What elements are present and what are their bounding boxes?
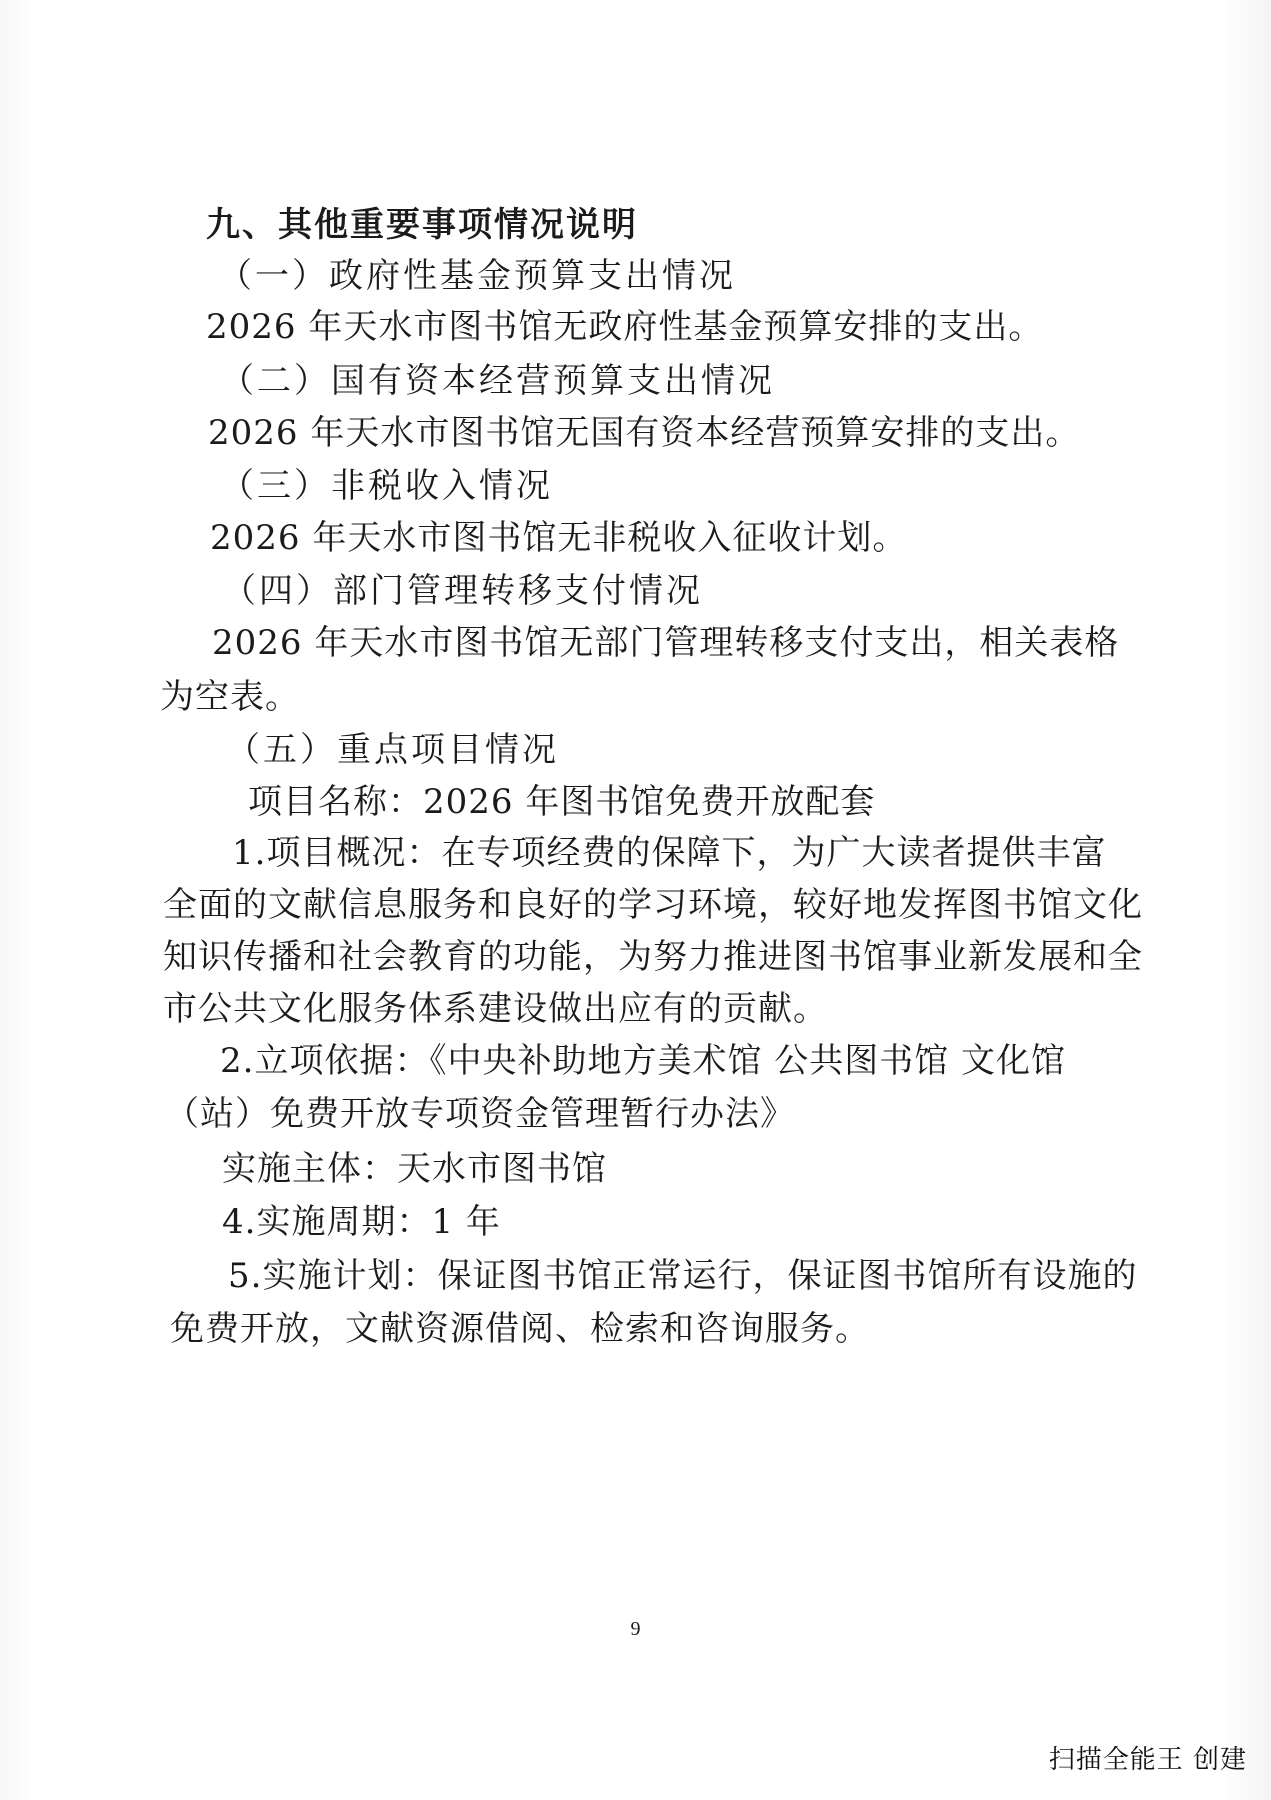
project-basis-line-2: （站）免费开放专项资金管理暂行办法》 xyxy=(165,1094,795,1134)
implementation-period: 4.实施周期：1 年 xyxy=(222,1202,501,1242)
subheading-state-capital: （二）国有资本经营预算支出情况 xyxy=(220,361,775,401)
subheading-government-fund: （一）政府性基金预算支出情况 xyxy=(218,256,736,296)
paragraph-government-fund: 2026 年天水市图书馆无政府性基金预算安排的支出。 xyxy=(206,307,1044,347)
project-overview-line-3: 知识传播和社会教育的功能，为努力推进图书馆事业新发展和全 xyxy=(163,937,1143,977)
section-title: 九、其他重要事项情况说明 xyxy=(206,205,638,245)
paragraph-non-tax-income: 2026 年天水市图书馆无非税收入征收计划。 xyxy=(210,518,908,558)
implementing-entity: 实施主体：天水市图书馆 xyxy=(222,1149,607,1189)
project-overview-line-4: 市公共文化服务体系建设做出应有的贡献。 xyxy=(163,989,828,1029)
implementation-plan-line-1: 5.实施计划：保证图书馆正常运行，保证图书馆所有设施的 xyxy=(228,1256,1138,1296)
paragraph-state-capital: 2026 年天水市图书馆无国有资本经营预算安排的支出。 xyxy=(208,413,1081,453)
paragraph-transfer-payment-line-2: 为空表。 xyxy=(160,677,300,717)
page-number: 9 xyxy=(630,1618,641,1640)
scanner-watermark: 扫描全能王 创建 xyxy=(1048,1745,1247,1775)
project-basis-line-1: 2.立项依据：《中央补助地方美术馆 公共图书馆 文化馆 xyxy=(220,1041,1067,1081)
subheading-key-projects: （五）重点项目情况 xyxy=(226,730,559,770)
project-overview-line-2: 全面的文献信息服务和良好的学习环境，较好地发挥图书馆文化 xyxy=(163,885,1143,925)
subheading-non-tax-income: （三）非税收入情况 xyxy=(220,466,553,506)
subheading-transfer-payment: （四）部门管理转移支付情况 xyxy=(222,571,703,611)
project-name: 项目名称：2026 年图书馆免费开放配套 xyxy=(248,782,876,822)
project-overview-line-1: 1.项目概况：在专项经费的保障下，为广大读者提供丰富 xyxy=(232,833,1107,873)
paragraph-transfer-payment-line-1: 2026 年天水市图书馆无部门管理转移支付支出，相关表格 xyxy=(212,623,1120,663)
implementation-plan-line-2: 免费开放，文献资源借阅、检索和咨询服务。 xyxy=(170,1309,870,1349)
